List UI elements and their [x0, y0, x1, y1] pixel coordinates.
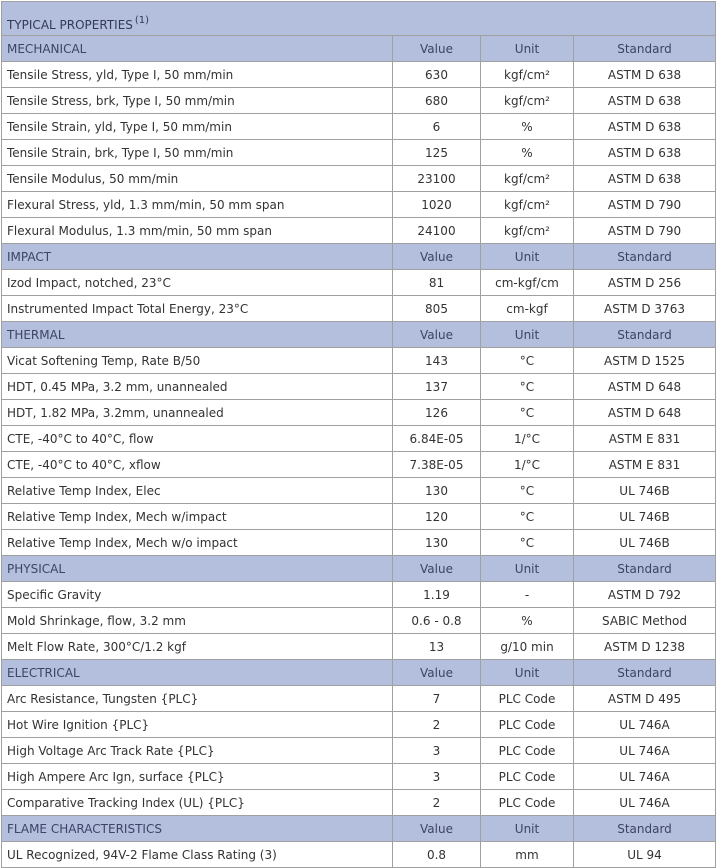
table-row: [2, 712, 716, 738]
property-name: Tensile Strain, brk, Type I, 50 mm/min: [2, 140, 393, 166]
column-header-value: Value: [393, 816, 481, 842]
property-value: 0.8: [393, 842, 481, 868]
section-title: ELECTRICAL: [2, 660, 393, 686]
property-standard: ASTM D 256: [574, 270, 716, 296]
property-name: Comparative Tracking Index (UL) {PLC}: [2, 790, 393, 816]
property-unit: PLC Code: [481, 764, 574, 790]
column-header-standard: Standard: [574, 816, 716, 842]
table-row: [2, 608, 716, 634]
property-unit: PLC Code: [481, 790, 574, 816]
table-title-cell: [2, 2, 716, 36]
property-unit: kgf/cm²: [481, 62, 574, 88]
table-row: [2, 634, 716, 660]
property-value: 2: [393, 712, 481, 738]
property-standard: ASTM D 1525: [574, 348, 716, 374]
property-name: Flexural Stress, yld, 1.3 mm/min, 50 mm span: [2, 192, 393, 218]
property-value: 7: [393, 686, 481, 712]
property-standard: ASTM D 638: [574, 88, 716, 114]
property-standard: ASTM D 648: [574, 400, 716, 426]
column-header-unit: Unit: [481, 816, 574, 842]
section-title: FLAME CHARACTERISTICS: [2, 816, 393, 842]
property-unit: %: [481, 608, 574, 634]
property-name: Izod Impact, notched, 23°C: [2, 270, 393, 296]
property-name: HDT, 1.82 MPa, 3.2mm, unannealed: [2, 400, 393, 426]
table-row: [2, 790, 716, 816]
property-value: 680: [393, 88, 481, 114]
property-value: 24100: [393, 218, 481, 244]
section-header-row-impact: [2, 244, 716, 270]
property-standard: UL 746A: [574, 738, 716, 764]
property-unit: °C: [481, 400, 574, 426]
property-unit: PLC Code: [481, 712, 574, 738]
property-name: Flexural Modulus, 1.3 mm/min, 50 mm span: [2, 218, 393, 244]
table-row: [2, 192, 716, 218]
property-name: Tensile Stress, yld, Type I, 50 mm/min: [2, 62, 393, 88]
table-row: [2, 374, 716, 400]
table-row: [2, 400, 716, 426]
typical-properties-table: [1, 1, 716, 868]
property-name: Relative Temp Index, Elec: [2, 478, 393, 504]
property-standard: ASTM E 831: [574, 426, 716, 452]
property-value: 13: [393, 634, 481, 660]
property-unit: cm-kgf: [481, 296, 574, 322]
table-row: [2, 686, 716, 712]
section-title: PHYSICAL: [2, 556, 393, 582]
table-row: [2, 270, 716, 296]
section-header-row-electrical: [2, 660, 716, 686]
property-unit: °C: [481, 504, 574, 530]
property-standard: UL 746A: [574, 790, 716, 816]
table-row: [2, 530, 716, 556]
property-unit: PLC Code: [481, 738, 574, 764]
property-name: CTE, -40°C to 40°C, flow: [2, 426, 393, 452]
property-standard: UL 94: [574, 842, 716, 868]
table-row: [2, 582, 716, 608]
table-row: [2, 218, 716, 244]
table-title: TYPICAL PROPERTIES: [7, 18, 133, 32]
property-unit: °C: [481, 348, 574, 374]
property-unit: °C: [481, 530, 574, 556]
property-unit: %: [481, 140, 574, 166]
column-header-unit: Unit: [481, 556, 574, 582]
property-name: HDT, 0.45 MPa, 3.2 mm, unannealed: [2, 374, 393, 400]
property-standard: ASTM D 638: [574, 140, 716, 166]
section-title: THERMAL: [2, 322, 393, 348]
property-unit: PLC Code: [481, 686, 574, 712]
property-value: 1020: [393, 192, 481, 218]
table-row: [2, 452, 716, 478]
property-standard: ASTM D 638: [574, 166, 716, 192]
table-row: [2, 140, 716, 166]
property-value: 6.84E-05: [393, 426, 481, 452]
table-row: [2, 88, 716, 114]
property-value: 130: [393, 478, 481, 504]
property-standard: ASTM D 495: [574, 686, 716, 712]
column-header-standard: Standard: [574, 36, 716, 62]
table-row: [2, 296, 716, 322]
property-unit: g/10 min: [481, 634, 574, 660]
property-unit: -: [481, 582, 574, 608]
section-header-row-mechanical: [2, 36, 716, 62]
property-name: Tensile Strain, yld, Type I, 50 mm/min: [2, 114, 393, 140]
section-header-row-flame-characteristics: [2, 816, 716, 842]
property-name: UL Recognized, 94V-2 Flame Class Rating (3): [2, 842, 393, 868]
property-unit: kgf/cm²: [481, 218, 574, 244]
property-name: Melt Flow Rate, 300°C/1.2 kgf: [2, 634, 393, 660]
property-standard: ASTM D 790: [574, 218, 716, 244]
property-unit: %: [481, 114, 574, 140]
column-header-standard: Standard: [574, 660, 716, 686]
table-row: [2, 166, 716, 192]
column-header-unit: Unit: [481, 660, 574, 686]
property-value: 6: [393, 114, 481, 140]
property-name: Relative Temp Index, Mech w/impact: [2, 504, 393, 530]
property-value: 126: [393, 400, 481, 426]
column-header-standard: Standard: [574, 322, 716, 348]
table-row: [2, 62, 716, 88]
section-title: IMPACT: [2, 244, 393, 270]
property-name: CTE, -40°C to 40°C, xflow: [2, 452, 393, 478]
property-value: 2: [393, 790, 481, 816]
property-value: 81: [393, 270, 481, 296]
section-title: MECHANICAL: [2, 36, 393, 62]
property-value: 805: [393, 296, 481, 322]
property-value: 23100: [393, 166, 481, 192]
property-standard: UL 746B: [574, 478, 716, 504]
property-value: 120: [393, 504, 481, 530]
column-header-unit: Unit: [481, 36, 574, 62]
property-standard: ASTM D 790: [574, 192, 716, 218]
property-unit: 1/°C: [481, 426, 574, 452]
table-row: [2, 478, 716, 504]
property-name: Specific Gravity: [2, 582, 393, 608]
property-standard: ASTM D 638: [574, 114, 716, 140]
property-unit: kgf/cm²: [481, 192, 574, 218]
property-name: Mold Shrinkage, flow, 3.2 mm: [2, 608, 393, 634]
column-header-value: Value: [393, 322, 481, 348]
property-standard: UL 746A: [574, 712, 716, 738]
property-value: 137: [393, 374, 481, 400]
property-standard: SABIC Method: [574, 608, 716, 634]
property-value: 3: [393, 764, 481, 790]
column-header-value: Value: [393, 244, 481, 270]
property-standard: ASTM D 1238: [574, 634, 716, 660]
property-standard: ASTM D 638: [574, 62, 716, 88]
property-name: Relative Temp Index, Mech w/o impact: [2, 530, 393, 556]
property-value: 7.38E-05: [393, 452, 481, 478]
property-name: High Voltage Arc Track Rate {PLC}: [2, 738, 393, 764]
section-header-row-thermal: [2, 322, 716, 348]
property-value: 125: [393, 140, 481, 166]
property-standard: ASTM D 792: [574, 582, 716, 608]
property-unit: °C: [481, 374, 574, 400]
property-value: 130: [393, 530, 481, 556]
property-standard: UL 746B: [574, 504, 716, 530]
property-name: Tensile Modulus, 50 mm/min: [2, 166, 393, 192]
property-unit: °C: [481, 478, 574, 504]
property-value: 630: [393, 62, 481, 88]
property-name: Vicat Softening Temp, Rate B/50: [2, 348, 393, 374]
table-row: [2, 764, 716, 790]
property-unit: 1/°C: [481, 452, 574, 478]
column-header-value: Value: [393, 556, 481, 582]
property-standard: ASTM D 3763: [574, 296, 716, 322]
table-title-row: [2, 2, 716, 36]
property-value: 143: [393, 348, 481, 374]
property-name: Hot Wire Ignition {PLC}: [2, 712, 393, 738]
property-standard: UL 746B: [574, 530, 716, 556]
table-row: [2, 426, 716, 452]
table-row: [2, 114, 716, 140]
property-standard: ASTM D 648: [574, 374, 716, 400]
property-name: High Ampere Arc Ign, surface {PLC}: [2, 764, 393, 790]
column-header-unit: Unit: [481, 244, 574, 270]
property-unit: kgf/cm²: [481, 166, 574, 192]
property-name: Instrumented Impact Total Energy, 23°C: [2, 296, 393, 322]
property-unit: mm: [481, 842, 574, 868]
property-name: Arc Resistance, Tungsten {PLC}: [2, 686, 393, 712]
property-standard: UL 746A: [574, 764, 716, 790]
property-value: 3: [393, 738, 481, 764]
column-header-value: Value: [393, 660, 481, 686]
property-standard: ASTM E 831: [574, 452, 716, 478]
property-name: Tensile Stress, brk, Type I, 50 mm/min: [2, 88, 393, 114]
table-row: [2, 348, 716, 374]
column-header-unit: Unit: [481, 322, 574, 348]
column-header-value: Value: [393, 36, 481, 62]
column-header-standard: Standard: [574, 556, 716, 582]
property-unit: cm-kgf/cm: [481, 270, 574, 296]
property-value: 1.19: [393, 582, 481, 608]
column-header-standard: Standard: [574, 244, 716, 270]
property-value: 0.6 - 0.8: [393, 608, 481, 634]
property-unit: kgf/cm²: [481, 88, 574, 114]
table-title-footnote: (1): [134, 15, 150, 26]
table-row: [2, 504, 716, 530]
section-header-row-physical: [2, 556, 716, 582]
table-row: [2, 738, 716, 764]
